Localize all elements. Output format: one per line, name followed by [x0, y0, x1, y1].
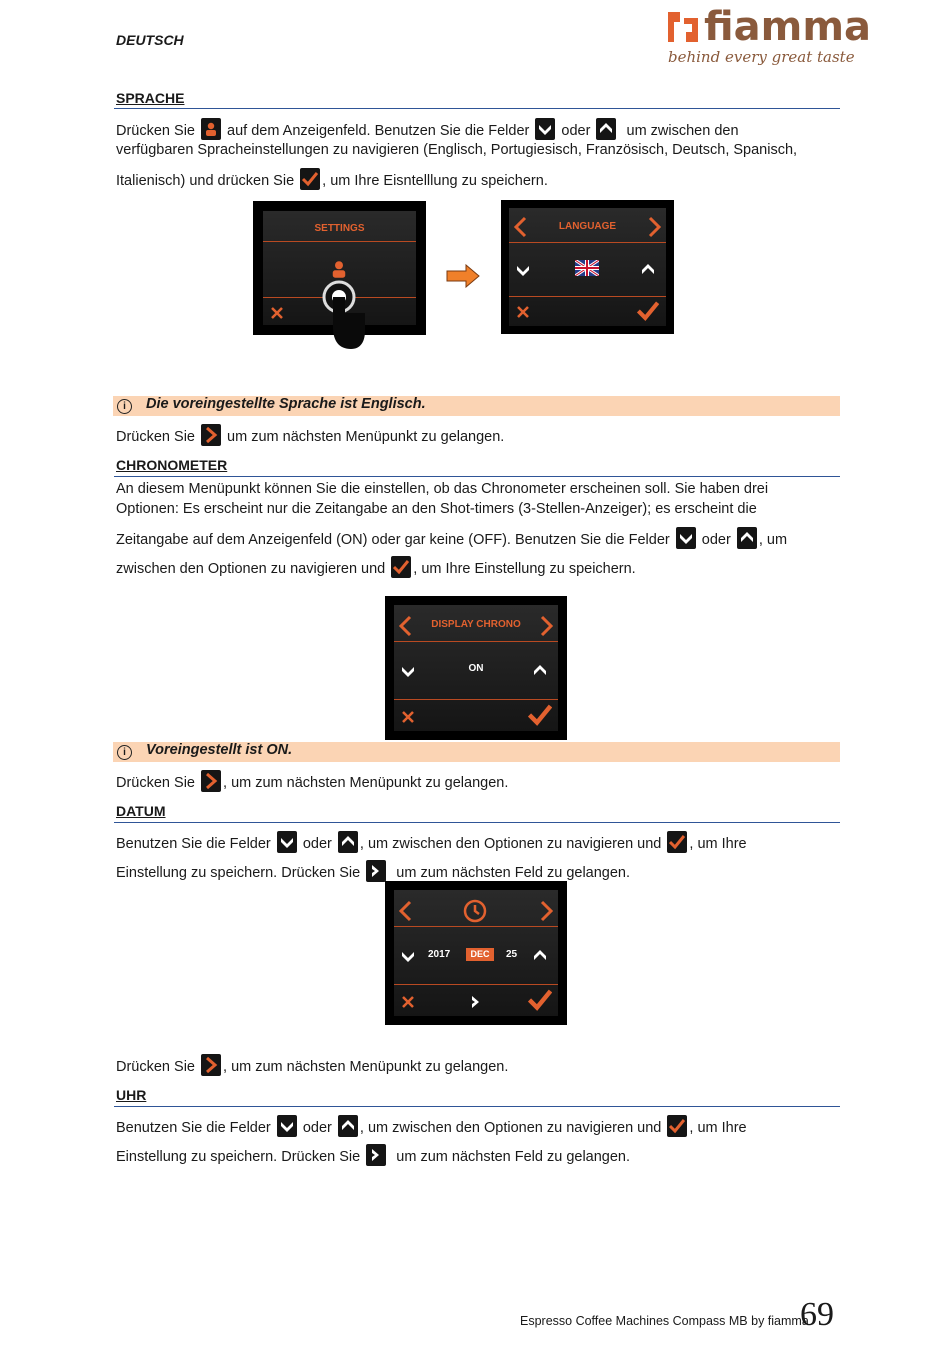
chevron-up-icon [338, 1115, 358, 1137]
chevron-up-icon [737, 527, 757, 549]
text: , um [758, 532, 788, 548]
note-text: Voreingestellt ist ON. [146, 742, 293, 758]
settings-person-icon [329, 259, 349, 279]
screen-title: LANGUAGE [558, 221, 617, 232]
chevron-down-icon [676, 527, 696, 549]
section-heading-datum: DATUM [116, 803, 166, 819]
pointing-hand-icon [319, 279, 367, 351]
text: um zwischen den [626, 123, 739, 139]
section-rule [114, 822, 840, 823]
next-arrow-icon [201, 770, 221, 792]
next-arrow-icon [201, 1054, 221, 1076]
chevron-down-icon [515, 262, 531, 278]
clock-icon [462, 898, 488, 924]
text: um zum nächsten Menüpunkt zu gelangen. [227, 429, 505, 445]
fiamma-logo [664, 4, 871, 72]
text: auf dem Anzeigenfeld. Benutzen Sie die Felder [227, 123, 530, 139]
chevron-up-icon [338, 831, 358, 853]
info-note [113, 396, 840, 416]
text: Drücken Sie [116, 1059, 195, 1075]
section-heading-uhr: UHR [116, 1087, 147, 1103]
display-chrono-screen-image [385, 596, 567, 740]
checkmark-icon [300, 168, 320, 190]
info-icon: i [117, 745, 132, 760]
text: Einstellung zu speichern. Drücken Sie [116, 865, 361, 881]
checkmark-icon [667, 831, 687, 853]
close-icon [400, 709, 416, 725]
text: , um zwischen den Optionen zu navigieren und [359, 1120, 662, 1136]
chevron-right-icon [540, 900, 554, 922]
language-screen-image [501, 200, 674, 334]
text: Italienisch) und drücken Sie [116, 173, 295, 189]
chevron-up-icon [596, 118, 616, 140]
text: An diesem Menüpunkt können Sie die einstellen, ob das Chronometer erscheinen soll. Sie haben drei [116, 481, 769, 497]
screen-year: 2017 [428, 949, 451, 960]
checkmark-icon [391, 556, 411, 578]
checkmark-icon [637, 300, 659, 322]
screen-title: SETTINGS [314, 223, 365, 234]
text: Drücken Sie [116, 775, 195, 791]
arrow-right-icon [446, 264, 480, 288]
text: Drücken Sie [116, 429, 195, 445]
text: oder [302, 836, 332, 852]
text: verfügbaren Spracheinstellungen zu navigieren (Englisch, Portugiesisch, Französisch, Deutsch, Spanisch, [116, 142, 798, 158]
checkmark-icon [667, 1115, 687, 1137]
screen-month: DEC [466, 948, 494, 961]
logo-tagline: behind every great taste [668, 48, 855, 66]
chevron-left-icon [513, 216, 527, 238]
text: , um Ihre Einstellung zu speichern. [413, 561, 636, 577]
chevron-left-icon [398, 615, 412, 637]
close-icon [515, 304, 531, 320]
uk-flag-icon [575, 260, 599, 276]
footer-text: Espresso Coffee Machines Compass MB by fiamma [520, 1314, 809, 1328]
note-text: Die voreingestellte Sprache ist Englisch. [146, 396, 426, 412]
checkmark-icon [528, 703, 552, 727]
next-field-arrow-icon [468, 994, 484, 1010]
page-number: 69 [800, 1296, 834, 1333]
close-icon [400, 994, 416, 1010]
info-note [113, 742, 840, 762]
section-heading-sprache: SPRACHE [116, 90, 185, 106]
date-screen-image [385, 881, 567, 1025]
section-rule [114, 476, 840, 477]
text: , um zum nächsten Menüpunkt zu gelangen. [223, 1059, 509, 1075]
text: Einstellung zu speichern. Drücken Sie [116, 1149, 361, 1165]
text: Benutzen Sie die Felder [116, 836, 271, 852]
settings-person-icon [201, 118, 221, 140]
info-icon: i [117, 399, 132, 414]
document-language: DEUTSCH [116, 32, 184, 48]
text: Benutzen Sie die Felder [116, 1120, 271, 1136]
chevron-down-icon [277, 1115, 297, 1137]
screen-day: 25 [506, 949, 518, 960]
text: , um Ihre Eisntelllung zu speichern. [322, 173, 548, 189]
chevron-up-icon [532, 948, 548, 964]
next-arrow-icon [201, 424, 221, 446]
text: , um Ihre [689, 836, 747, 852]
text: Drücken Sie [116, 123, 195, 139]
settings-screen-image [253, 201, 426, 335]
chevron-left-icon [398, 900, 412, 922]
chevron-down-icon [400, 948, 416, 964]
section-heading-chronometer: CHRONOMETER [116, 457, 228, 473]
text: oder [701, 532, 731, 548]
text: um zum nächsten Feld zu gelangen. [396, 1149, 631, 1165]
next-field-arrow-icon [366, 860, 386, 882]
chevron-down-icon [277, 831, 297, 853]
logo-mark-icon [666, 10, 700, 44]
text: oder [302, 1120, 332, 1136]
section-rule [114, 1106, 840, 1107]
chevron-right-icon [648, 216, 662, 238]
checkmark-icon [528, 988, 552, 1012]
chevron-up-icon [532, 663, 548, 679]
text: oder [561, 123, 591, 139]
chevron-up-icon [640, 262, 656, 278]
text: um zum nächsten Feld zu gelangen. [396, 865, 631, 881]
logo-wordmark: fiamma [704, 4, 871, 50]
section-rule [114, 108, 840, 109]
chevron-right-icon [540, 615, 554, 637]
next-field-arrow-icon [366, 1144, 386, 1166]
text: Optionen: Es erscheint nur die Zeitangabe an den Shot-timers (3-Stellen-Anzeiger); es erscheint die [116, 501, 757, 517]
text: zwischen den Optionen zu navigieren und [116, 561, 386, 577]
close-icon [269, 305, 285, 321]
text: , um zwischen den Optionen zu navigieren und [359, 836, 662, 852]
text: , um zum nächsten Menüpunkt zu gelangen. [223, 775, 509, 791]
chevron-down-icon [535, 118, 555, 140]
text: Zeitangabe auf dem Anzeigenfeld (ON) oder gar keine (OFF). Benutzen Sie die Felder [116, 532, 670, 548]
text: , um Ihre [689, 1120, 747, 1136]
screen-title: DISPLAY CHRONO [431, 619, 521, 630]
screen-value: ON [468, 663, 484, 674]
